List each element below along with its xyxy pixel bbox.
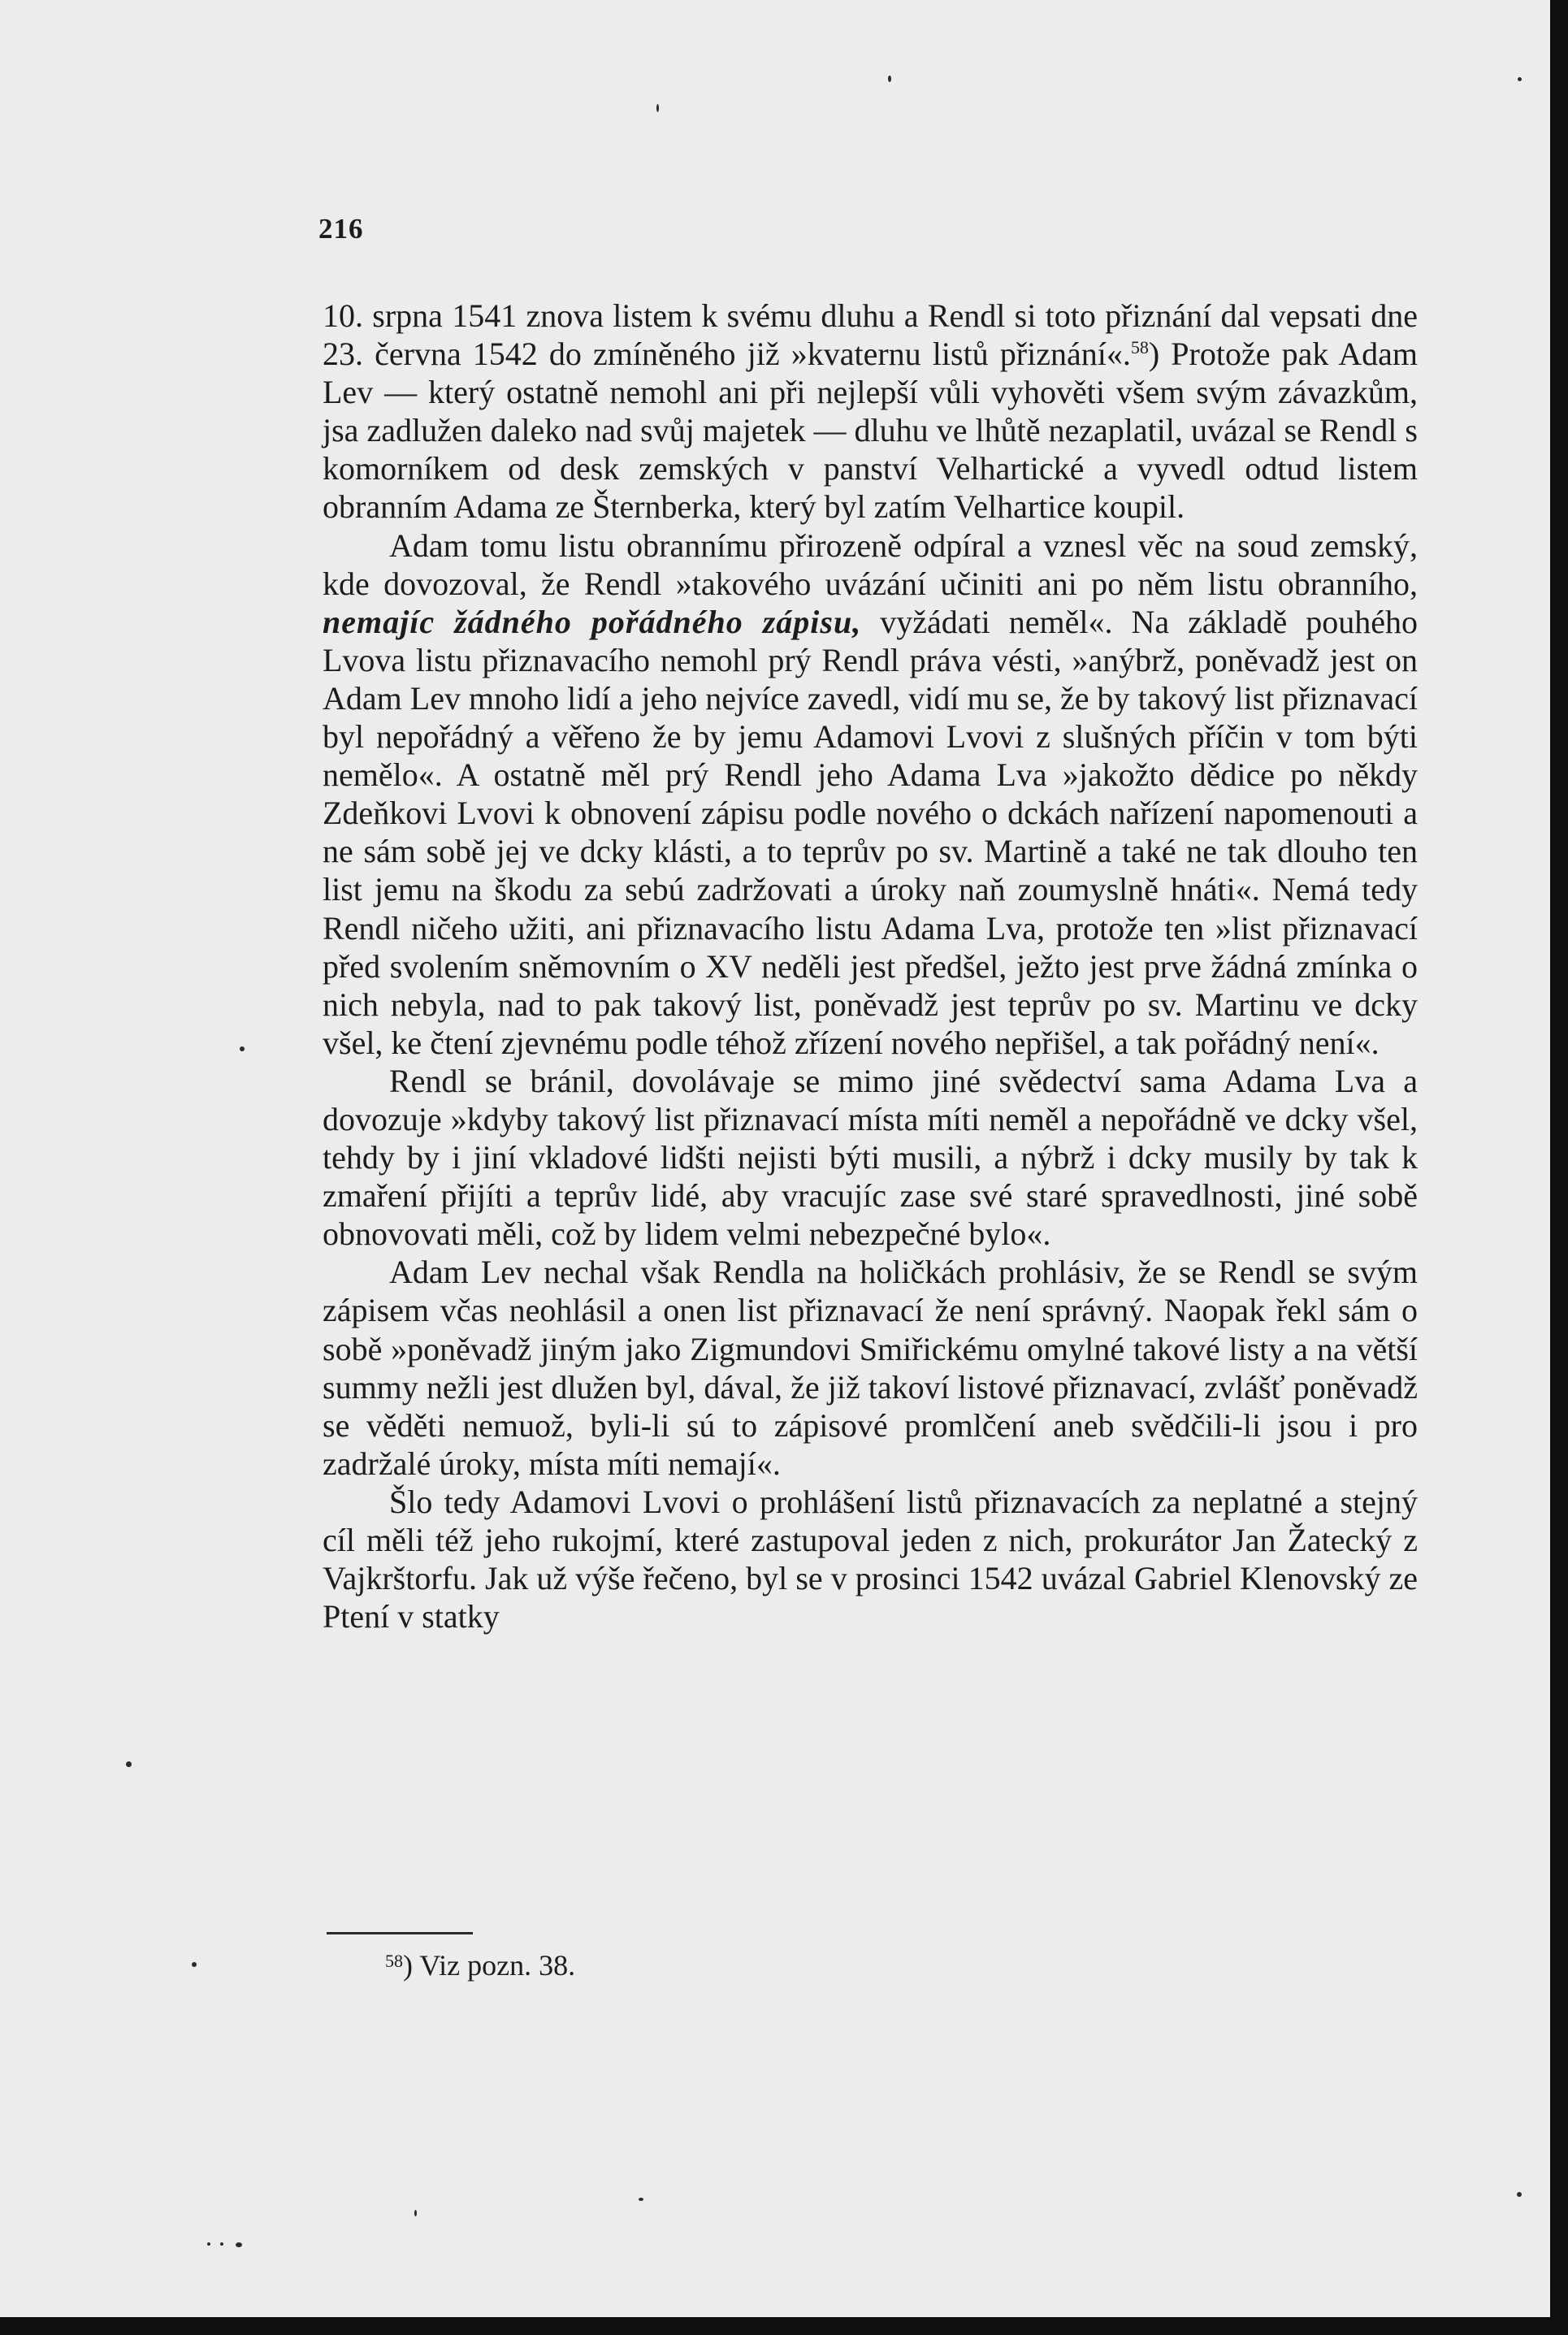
body-text (323, 297, 1418, 1635)
footnote-reference[interactable]: 58 (1130, 337, 1149, 358)
scan-speck (240, 1046, 245, 1051)
footnote-divider (327, 1932, 473, 1934)
scan-speck (1517, 2192, 1522, 2197)
scan-speck (1518, 77, 1522, 81)
footnote (385, 1948, 575, 1982)
paragraph-1 (323, 297, 1418, 526)
paragraph-3: Rendl se bránil, dovolávaje se mimo jiné svědectví sama Adama Lva a dovozuje »kdyby takový list přiznavací místa míti neměl a nepořádně ve dcky všel, tehdy by i jiní vkladové lidšti nejisti býti musili, a nýbrž i dcky musily by tak k zmaření přijíti a teprův lidé, aby vracujíc zase své staré spravedlnosti, jiné sobě obnovovati měli, což by lidem velmi nebezpečné bylo«. (323, 1062, 1418, 1253)
paragraph-2-text-b: vyžádati neměl«. Na základě pouhého Lvova listu přiznavacího nemohl prý Rendl práva vésti, »anýbrž, poněvadž jest on Adam Lev mnoho lidí a jeho nejvíce zavedl, vidí mu se, že by takový list přiznavací byl nepořádný a věřeno že by jemu Adamovi Lvovi z slušných příčin v tom býti nemělo«. A ostatně měl prý Rendl jeho Adama Lva »jakožto dědice po někdy Zdeňkovi Lvovi k obnovení zápisu podle nového o dckách nařízení napomenouti a ne sám sobě jej ve dcky klásti, a to teprův po sv. Martině a také ne tak dlouho ten list jemu na škodu za sebú zadržovati a úroky naň zoumyslně hnáti«. Nemá tedy Rendl ničeho užiti, ani přiznavacího listu Adama Lva, protože ten »list přiznavací před svolením sněmovním o XV neděli jest předšel, ježto jest prve žádná zmínka o nich nebyla, nad to pak takový list, poněvadž jest teprův po sv. Martinu ve dcky všel, ke čtení zjevnému podle téhož zřízení nového nepřišel, a tak pořádný není«. (323, 603, 1419, 1061)
page-number: 216 (318, 213, 364, 245)
paragraph-2-text-a: Adam tomu listu obrannímu přirozeně odpíral a vznesl věc na soud zemský, kde dovozoval, že Rendl »takového uvázání učiniti ani po něm listu obranního, (323, 526, 1418, 602)
paragraph-1-text: 10. srpna 1541 znova listem k svému dluhu a Rendl si toto přiznání dal vepsati dne 23. června 1542 do zmíněného již »kvaternu listů přiznání«. (323, 297, 1418, 373)
scan-speck (236, 2242, 242, 2247)
scan-speck (888, 76, 891, 82)
scan-speck (639, 2198, 643, 2201)
scan-speck (207, 2242, 210, 2246)
emphasized-quote: nemajíc žádného pořádného zápisu, (323, 603, 862, 640)
scan-speck (220, 2242, 223, 2246)
footnote-text: ) Viz pozn. 38. (403, 1949, 576, 1982)
paragraph-2 (323, 526, 1418, 1062)
scan-speck (126, 1761, 132, 1767)
paragraph-4: Adam Lev nechal však Rendla na holičkách prohlásiv, že se Rendl se svým zápisem včas neohlásil a onen list přiznavací že není správný. Naopak řekl sám o sobě »poněvadž jiným jako Zigmundovi Smiřickému omylné takové listy a na větší summy nežli jest dlužen byl, dával, že již takoví listové přiznavací, zvlášť poněvadž se věděti nemuož, byli-li sú to zápisové promlčení aneb svědčili-li jsou i pro zadržalé úroky, místa míti nemají«. (323, 1254, 1418, 1482)
footnote-mark: 58 (385, 1951, 403, 1971)
paragraph-5: Šlo tedy Adamovi Lvovi o prohlášení listů přiznavacích za neplatné a stejný cíl měli též jeho rukojmí, které zastupoval jeden z nich, prokurátor Jan Žatecký z Vajkrštorfu. Jak už výše řečeno, byl se v prosinci 1542 uvázal Gabriel Klenovský ze Ptení v statky (323, 1483, 1418, 1635)
scan-speck (414, 2210, 417, 2216)
paragraph-1-rest: ) Protože pak Adam Lev — který ostatně nemohl ani při nejlepší vůli vyhověti všem svým závazkům, jsa zadlužen daleko nad svůj majetek — dluhu ve lhůtě nezaplatil, uvázal se Rendl s komorníkem od desk zemských v panství Velhartické a vyvedl odtud listem obranním Adama ze Šternberka, který byl zatím Velhartice koupil. (323, 336, 1419, 526)
scan-speck (656, 104, 659, 112)
scan-speck (192, 1962, 197, 1967)
